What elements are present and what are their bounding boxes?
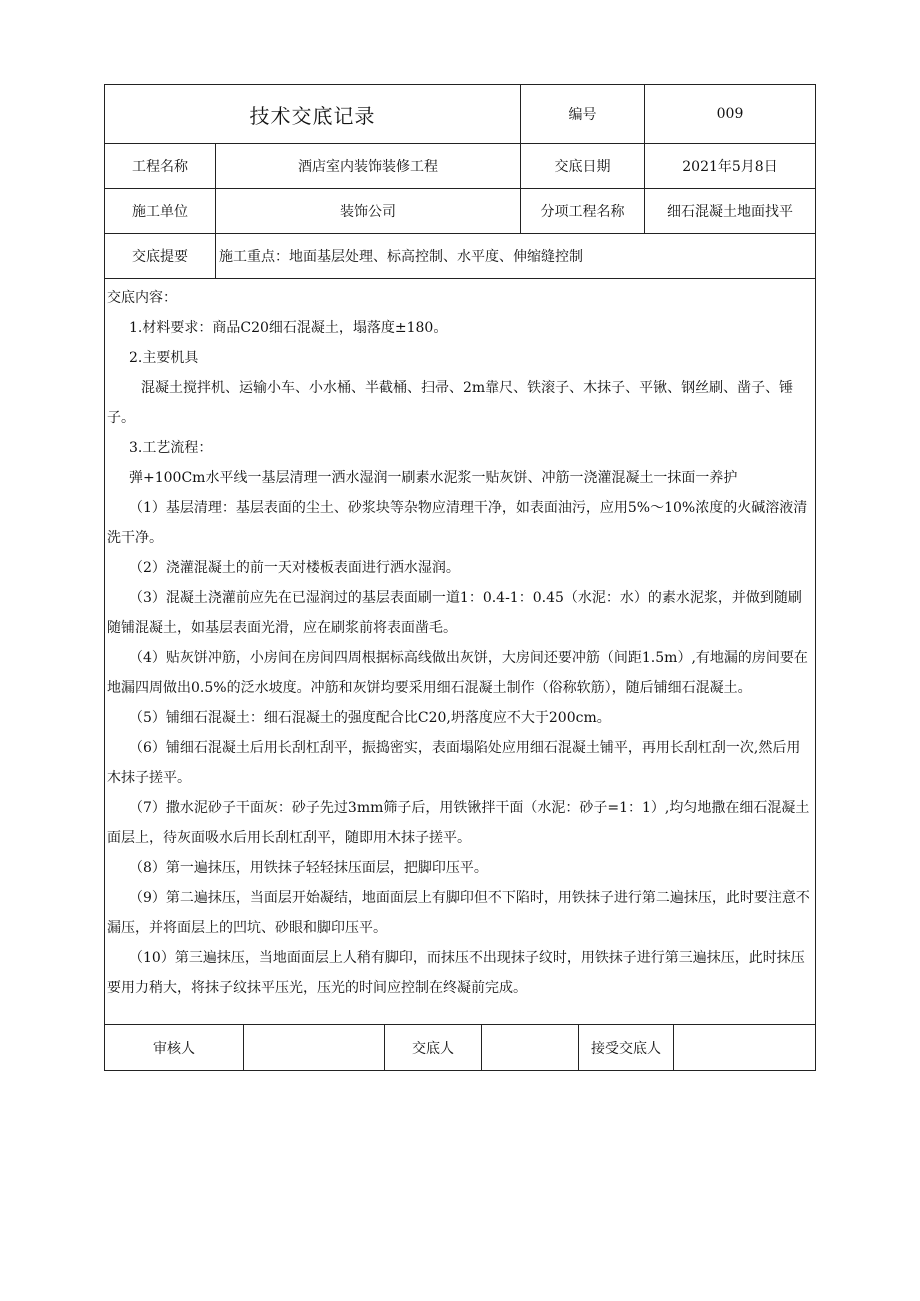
- step-2: （2）浇灌混凝土的前一天对楼板表面进行洒水湿润。: [129, 560, 460, 576]
- reviewer-signature-field[interactable]: [244, 1025, 385, 1070]
- disclosure-record-form: [104, 84, 816, 1071]
- discloser-signature-field[interactable]: [482, 1025, 579, 1070]
- summary-value: 施工重点：地面基层处理、标高控制、水平度、伸缩缝控制: [219, 249, 583, 265]
- form-title: 技术交底记录: [105, 85, 521, 143]
- step-6: （6）铺细石混凝土后用长刮杠刮平，振捣密实，表面塌陷处应用细石混凝土铺平，再用长刮杠刮一次,然后用木抹子搓平。: [107, 740, 801, 786]
- summary-label: 交底提要: [105, 234, 216, 278]
- step-9: （9）第二遍抹压，当面层开始凝结，地面面层上有脚印但不下陷时，用铁抹子进行第二遍抹压，此时要注意不漏压，并将面层上的凹坑、砂眼和脚印压平。: [107, 890, 810, 936]
- step-10: （10）第三遍抹压，当地面面层上人稍有脚印，而抹压不出现抹子纹时，用铁抹子进行第三遍抹压，此时抹压要用力稍大，将抹子纹抹平压光，压光的时间应控制在终凝前完成。: [107, 950, 805, 996]
- number-label: 编号: [521, 85, 645, 143]
- receiver-label: 接受交底人: [579, 1025, 674, 1070]
- project-row: [105, 144, 815, 189]
- reviewer-label: 审核人: [105, 1025, 244, 1070]
- unit-label: 施工单位: [105, 189, 216, 233]
- content-tools-heading: 2.主要机具: [129, 350, 199, 366]
- signature-row: [105, 1025, 815, 1070]
- step-1: （1）基层清理：基层表面的尘土、砂浆块等杂物应清理干净，如表面油污，应用5%～10%浓度的火碱溶液清洗干净。: [107, 500, 808, 546]
- step-4: （4）贴灰饼冲筋，小房间在房间四周根据标高线做出灰饼，大房间还要冲筋（间距1.5m）,有地漏的房间要在地漏四周做出0.5%的泛水坡度。冲筋和灰饼均要采用细石混凝土制作（俗称软筋），随后铺细石混凝土。: [107, 650, 808, 696]
- receiver-signature-field[interactable]: [674, 1025, 815, 1070]
- disclosure-content: [105, 279, 815, 1024]
- unit-value: 装饰公司: [216, 189, 521, 233]
- number-value: 009: [716, 106, 744, 122]
- unit-row: [105, 189, 815, 234]
- content-row: [105, 279, 815, 1025]
- discloser-label: 交底人: [385, 1025, 482, 1070]
- project-name-value: 酒店室内装饰装修工程: [216, 144, 521, 188]
- step-5: （5）铺细石混凝土：细石混凝土的强度配合比C20,坍落度应不大于200cm。: [129, 710, 611, 726]
- step-3: （3）混凝土浇灌前应先在已湿润过的基层表面刷一道1：0.4-1：0.45（水泥：水）的素水泥浆，并做到随刷随铺混凝土，如基层表面光滑，应在刷浆前将表面凿毛。: [107, 590, 802, 636]
- sub-project-label: 分项工程名称: [521, 189, 645, 233]
- content-process-flow: 弹+100Cm水平线一基层清理一洒水湿润一刷素水泥浆一贴灰饼、冲筋一浇灌混凝土一抹面一养护: [129, 470, 738, 486]
- sub-project-value: 细石混凝土地面找平: [667, 204, 793, 220]
- date-label: 交底日期: [521, 144, 645, 188]
- step-7: （7）撒水泥砂子干面灰：砂子先过3mm筛子后，用铁锹拌干面（水泥：砂子=1：1）,均匀地撒在细石混凝土面层上，待灰面吸水后用长刮杠刮平，随即用木抹子搓平。: [107, 800, 810, 846]
- summary-row: [105, 234, 815, 279]
- content-process-heading: 3.工艺流程：: [129, 440, 213, 456]
- content-materials: 1.材料要求：商品C20细石混凝土，塌落度±180。: [129, 320, 448, 336]
- content-heading: 交底内容：: [107, 290, 177, 306]
- title-row: [105, 85, 815, 144]
- step-8: （8）第一遍抹压，用铁抹子轻轻抹压面层，把脚印压平。: [129, 860, 488, 876]
- date-value: 2021年5月8日: [682, 159, 778, 175]
- content-tools-list: 混凝土搅拌机、运输小车、小水桶、半截桶、扫帚、2m靠尺、铁滚子、木抹子、平锹、钢丝刷、凿子、锤子。: [107, 380, 794, 426]
- project-name-label: 工程名称: [105, 144, 216, 188]
